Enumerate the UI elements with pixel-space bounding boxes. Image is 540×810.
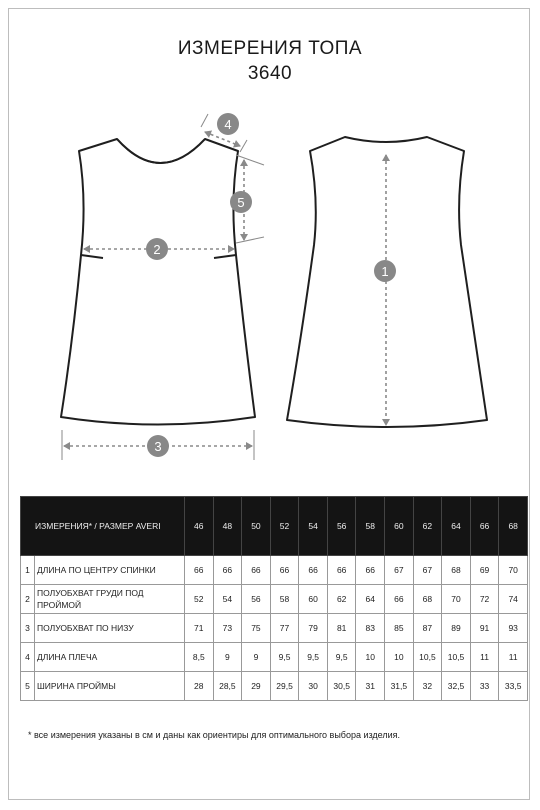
- measurement-lines: [64, 132, 389, 446]
- table-cell: 58: [270, 585, 299, 614]
- size-header-cell: 62: [413, 497, 442, 556]
- table-cell: 32: [413, 672, 442, 701]
- table-cell: 70: [499, 556, 528, 585]
- table-cell: 9: [242, 643, 271, 672]
- size-header-cell: 68: [499, 497, 528, 556]
- size-header-cell: 60: [385, 497, 414, 556]
- size-header-cell: 50: [242, 497, 271, 556]
- table-row: [21, 585, 528, 614]
- front-outline: [61, 139, 255, 425]
- size-header-cell: 52: [270, 497, 299, 556]
- table-cell: 68: [442, 556, 471, 585]
- table-cell: 70: [442, 585, 471, 614]
- table-row: [21, 614, 528, 643]
- table-cell: 85: [385, 614, 414, 643]
- back-view: [287, 137, 487, 427]
- table-row: [21, 643, 528, 672]
- table-cell: 71: [185, 614, 214, 643]
- table-cell: 10,5: [413, 643, 442, 672]
- table-cell: 72: [470, 585, 499, 614]
- table-cell: 30,5: [327, 672, 356, 701]
- row-label: ШИРИНА ПРОЙМЫ: [35, 672, 185, 701]
- table-cell: 83: [356, 614, 385, 643]
- table-cell: 8,5: [185, 643, 214, 672]
- marker-5: [230, 191, 252, 213]
- table-cell: 79: [299, 614, 328, 643]
- table-cell: 68: [413, 585, 442, 614]
- table-cell: 81: [327, 614, 356, 643]
- table-cell: 66: [356, 556, 385, 585]
- marker-2: [146, 238, 168, 260]
- table-cell: 10: [385, 643, 414, 672]
- svg-text:3: 3: [154, 439, 162, 454]
- row-label: ПОЛУОБХВАТ ПО НИЗУ: [35, 614, 185, 643]
- table-cell: 64: [356, 585, 385, 614]
- table-cell: 10: [356, 643, 385, 672]
- page-title: ИЗМЕРЕНИЯ ТОПА: [177, 38, 363, 59]
- size-header-label: ИЗМЕРЕНИЯ* / РАЗМЕР AVERI: [21, 497, 185, 556]
- front-dart-right: [214, 255, 236, 258]
- table-row: [21, 672, 528, 701]
- size-table: [20, 496, 528, 701]
- table-cell: 91: [470, 614, 499, 643]
- size-header-cell: 54: [299, 497, 328, 556]
- table-cell: 93: [499, 614, 528, 643]
- table-cell: 74: [499, 585, 528, 614]
- table-cell: 9,5: [270, 643, 299, 672]
- size-header-cell: 56: [327, 497, 356, 556]
- row-number: 3: [21, 614, 35, 643]
- table-cell: 33: [470, 672, 499, 701]
- front-dart-left: [81, 255, 103, 258]
- table-cell: 66: [327, 556, 356, 585]
- marker-3: [147, 435, 169, 457]
- table-cell: 66: [185, 556, 214, 585]
- table-cell: 67: [413, 556, 442, 585]
- measure-line-4: [205, 132, 240, 146]
- table-cell: 89: [442, 614, 471, 643]
- table-cell: 33,5: [499, 672, 528, 701]
- table-cell: 54: [213, 585, 242, 614]
- size-header-cell: 66: [470, 497, 499, 556]
- table-cell: 11: [470, 643, 499, 672]
- table-cell: 29,5: [270, 672, 299, 701]
- table-cell: 56: [242, 585, 271, 614]
- table-cell: 67: [385, 556, 414, 585]
- table-row: [21, 556, 528, 585]
- table-cell: 69: [470, 556, 499, 585]
- svg-text:2: 2: [153, 242, 161, 257]
- size-header-cell: 58: [356, 497, 385, 556]
- front-view: [61, 139, 255, 425]
- table-cell: 77: [270, 614, 299, 643]
- table-cell: 10,5: [442, 643, 471, 672]
- row-label: ПОЛУОБХВАТ ГРУДИ ПОД ПРОЙМОЙ: [35, 585, 185, 614]
- row-number: 2: [21, 585, 35, 614]
- table-cell: 31: [356, 672, 385, 701]
- table-cell: 66: [213, 556, 242, 585]
- article-number: 3640: [247, 63, 293, 84]
- extension-lines: [62, 114, 264, 460]
- table-cell: 66: [270, 556, 299, 585]
- table-cell: 29: [242, 672, 271, 701]
- size-header-cell: 48: [213, 497, 242, 556]
- svg-text:1: 1: [381, 264, 389, 279]
- row-label: ДЛИНА ПЛЕЧА: [35, 643, 185, 672]
- table-cell: 66: [242, 556, 271, 585]
- table-cell: 11: [499, 643, 528, 672]
- table-cell: 28,5: [213, 672, 242, 701]
- size-header-row: [21, 497, 528, 556]
- footnote: * все измерения указаны в см и даны как ориентиры для оптимального выбора изделия.: [28, 730, 401, 740]
- back-outline: [287, 137, 487, 427]
- table-cell: 9,5: [327, 643, 356, 672]
- table-cell: 52: [185, 585, 214, 614]
- marker-1: [374, 260, 396, 282]
- row-number: 5: [21, 672, 35, 701]
- table-cell: 75: [242, 614, 271, 643]
- table-cell: 73: [213, 614, 242, 643]
- marker-4: [217, 113, 239, 135]
- table-cell: 87: [413, 614, 442, 643]
- table-cell: 32,5: [442, 672, 471, 701]
- svg-text:4: 4: [224, 117, 232, 132]
- table-cell: 66: [299, 556, 328, 585]
- row-label: ДЛИНА ПО ЦЕНТРУ СПИНКИ: [35, 556, 185, 585]
- table-cell: 9,5: [299, 643, 328, 672]
- table-cell: 28: [185, 672, 214, 701]
- table-cell: 9: [213, 643, 242, 672]
- front-neckline: [117, 139, 205, 163]
- table-cell: 60: [299, 585, 328, 614]
- svg-text:5: 5: [237, 195, 245, 210]
- size-header-cell: 46: [185, 497, 214, 556]
- row-number: 4: [21, 643, 35, 672]
- table-cell: 30: [299, 672, 328, 701]
- table-cell: 31,5: [385, 672, 414, 701]
- row-number: 1: [21, 556, 35, 585]
- table-cell: 62: [327, 585, 356, 614]
- table-cell: 66: [385, 585, 414, 614]
- size-header-cell: 64: [442, 497, 471, 556]
